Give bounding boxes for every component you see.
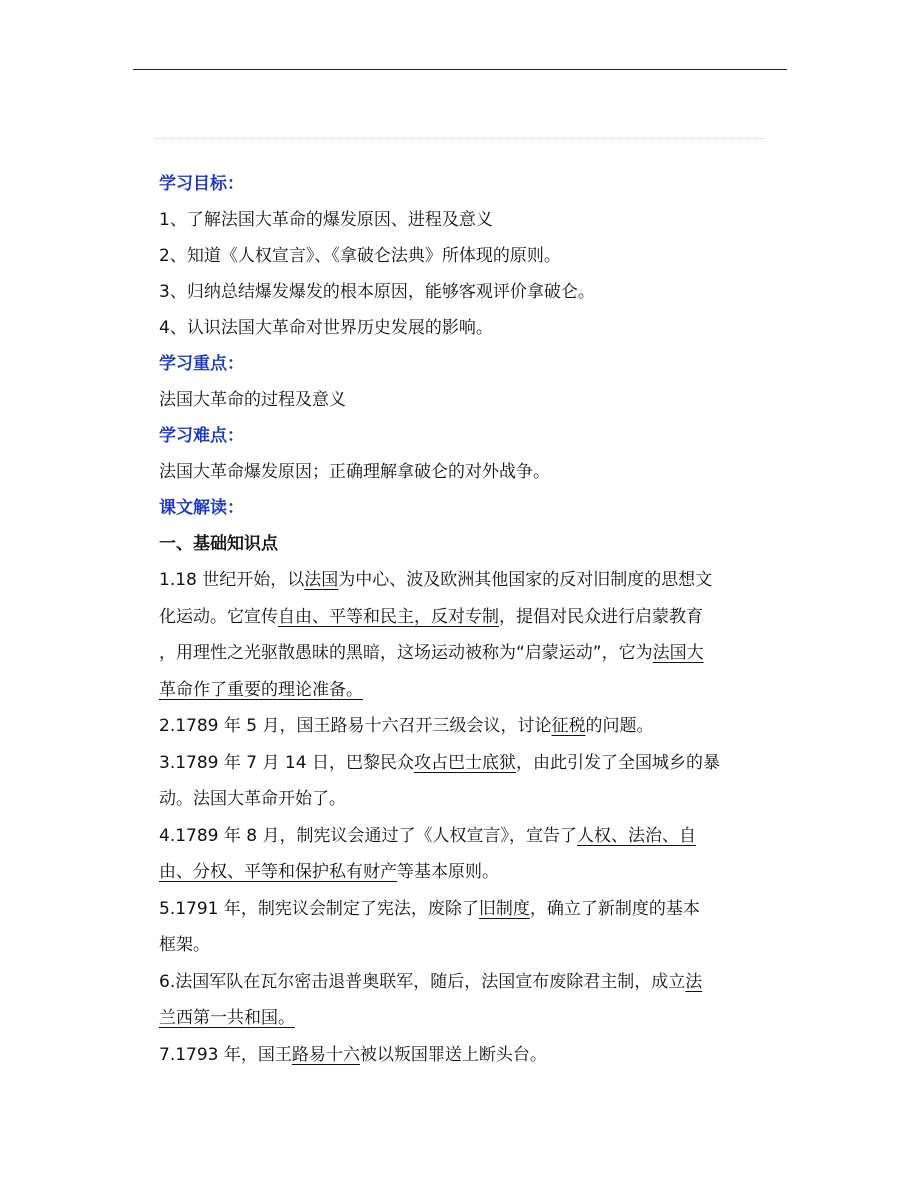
text-run: 等基本原则。 [397, 862, 499, 882]
paragraph-line [159, 927, 769, 964]
paragraph-line [159, 562, 769, 599]
knowledge-point-6 [159, 964, 769, 1037]
underlined-term: 自由、平等和民主，反对专制 [278, 606, 499, 627]
text-run: 2.1789 年 5 月，国王路易十六召开三级会议，讨论 [159, 716, 552, 736]
underlined-term: 攻占巴士底狱 [413, 752, 516, 773]
text-run: 5.1791 年，制宪议会制定了宪法，废除了 [159, 898, 479, 919]
dotted-separator [155, 138, 765, 139]
paragraph-line [159, 964, 769, 1001]
paragraph-line [159, 635, 769, 672]
text-run: ，确立了新制度的基本 [529, 898, 700, 919]
knowledge-point-4 [159, 818, 769, 891]
text-run: 3.1789 年 7 月 14 日，巴黎民众 [159, 752, 414, 773]
paragraph-line [159, 854, 769, 891]
underlined-term: 旧制度 [478, 898, 530, 919]
underlined-term: 人权、法治、自 [577, 825, 697, 846]
underlined-term: 革命作了重要的理论准备。 [159, 679, 363, 700]
underlined-term: 由、分权、平等和保护私有财产 [159, 862, 397, 882]
text-run: 6.法国军队在瓦尔密击退普奥联军，随后，法国宣布废除君主制，成立 [159, 971, 686, 992]
goal-item: 1、了解法国大革命的爆发原因、进程及意义 [159, 210, 493, 230]
learning-goals-heading: 学习目标： [159, 174, 244, 194]
knowledge-point-5 [159, 891, 769, 964]
goal-item: 4、认识法国大革命对世界历史发展的影响。 [159, 318, 493, 338]
underlined-term: 兰西第一共和国。 [159, 1008, 295, 1028]
underlined-term: 路易十六 [291, 1044, 360, 1065]
paragraph-line [159, 891, 769, 928]
document-body [159, 166, 769, 1073]
paragraph-line [159, 672, 769, 709]
text-run: 被以叛国罪送上断头台。 [359, 1044, 547, 1065]
basic-knowledge-subheading: 一、基础知识点 [159, 534, 278, 554]
text-reading-heading: 课文解读： [159, 498, 244, 518]
header-rule [133, 69, 787, 70]
knowledge-point-3 [159, 745, 769, 818]
underlined-term: 法国 [304, 570, 339, 590]
paragraph-line [159, 599, 769, 636]
knowledge-point-2 [159, 708, 769, 745]
paragraph-line [159, 745, 769, 782]
text-run: ，由此引发了全国城乡的暴 [515, 752, 720, 773]
text-run: ，用理性之光驱散愚昧的黑暗，这场运动被称为“启蒙运动”，它为 [159, 643, 653, 663]
learning-difficulty-text: 法国大革命爆发原因；正确理解拿破仑的对外战争。 [159, 462, 550, 482]
learning-focus-heading: 学习重点： [159, 354, 244, 374]
text-run: 4.1789 年 8 月，制宪议会通过了《人权宣言》，宣告了 [159, 825, 578, 846]
paragraph-line [159, 818, 769, 855]
text-run: 1.18 世纪开始，以 [159, 570, 305, 590]
learning-difficulty-heading: 学习难点： [159, 426, 244, 446]
text-run: ，提倡对民众进行启蒙教育 [499, 606, 703, 627]
text-run: 动。法国大革命开始了。 [159, 789, 346, 809]
text-run: 的问题。 [585, 716, 654, 736]
paragraph-line [159, 1000, 769, 1037]
underlined-term: 法国大 [652, 643, 704, 663]
knowledge-point-1 [159, 562, 769, 708]
goal-item: 2、知道《人权宣言》、《拿破仑法典》所体现的原则。 [159, 246, 561, 266]
goal-item: 3、归纳总结爆发爆发的根本原因，能够客观评价拿破仑。 [159, 282, 595, 302]
paragraph-line [159, 781, 769, 818]
text-run: 为中心、波及欧洲其他国家的反对旧制度的思想文 [338, 570, 713, 590]
knowledge-point-7 [159, 1037, 769, 1074]
text-run: 7.1793 年，国王 [159, 1044, 292, 1065]
underlined-term: 法 [685, 971, 703, 992]
underlined-term: 征税 [551, 716, 586, 736]
text-run: 框架。 [159, 935, 210, 955]
learning-focus-text: 法国大革命的过程及意义 [159, 390, 346, 410]
text-run: 化运动。它宣传 [159, 606, 278, 627]
